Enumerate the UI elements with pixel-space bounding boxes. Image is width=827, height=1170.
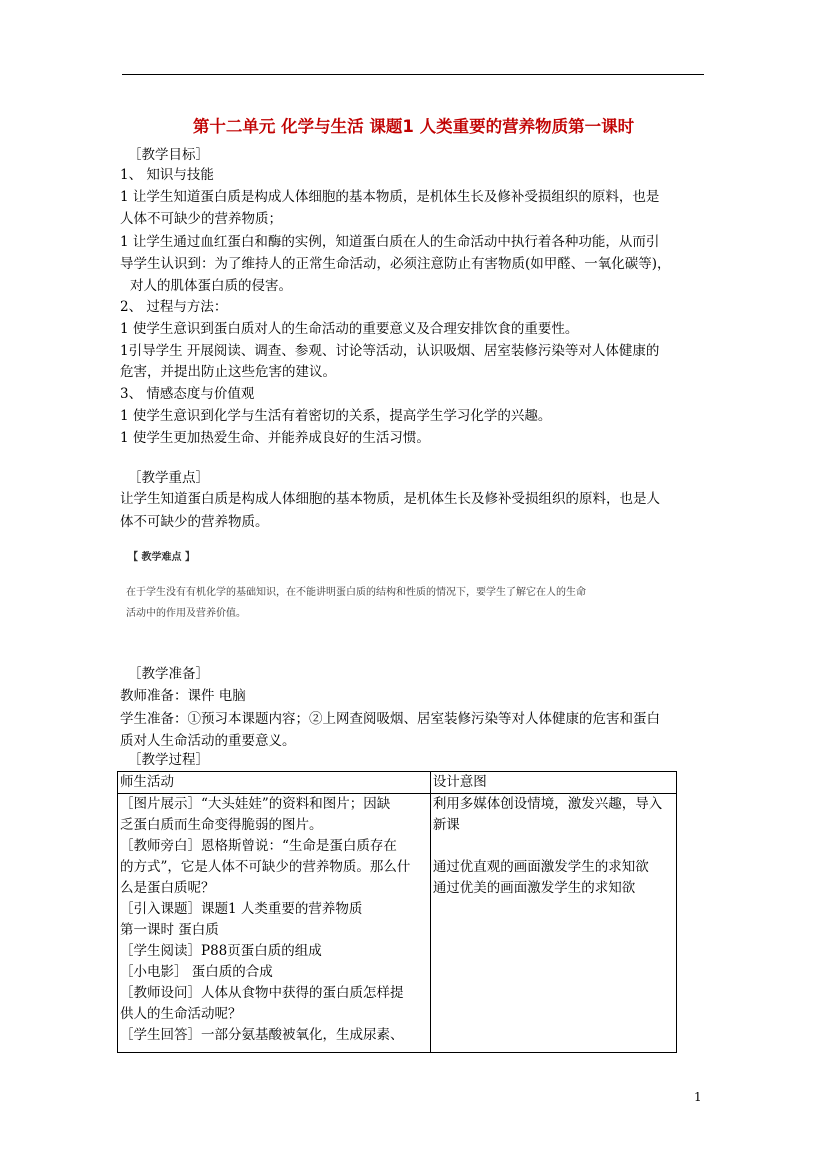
key-heading: ［教学重点］ [128,470,209,486]
difficulty-heading: 【 教学难点 】 [128,552,195,563]
section-3-heading: 3、 情感态度与价值观 [120,386,255,402]
prep-student-line-1: 学生准备：①预习本课题内容；②上网查阅吸烟、居室装修污染等对人体健康的危害和蛋白 [120,711,660,727]
col-header-design-intent: 设计意图 [430,772,676,794]
goal-1a-line-1: 1 让学生知道蛋白质是构成人体细胞的基本物质，是机体生长及修补受损组织的原料，也是 [120,189,660,205]
activity-line: 供人的生命活动呢？ [120,1006,242,1022]
activity-line: 乏蛋白质而生命变得脆弱的图片。 [120,817,323,833]
prep-heading: ［教学准备］ [128,666,209,682]
goal-1a-line-2: 人体不可缺少的营养物质； [120,211,282,227]
page-number: 1 [694,1090,702,1104]
difficulty-line-1: 在于学生没有有机化学的基础知识，在不能讲明蛋白质的结构和性质的情况下，要学生了解它在人的生命 [126,587,586,598]
design-intent-cell [430,794,676,1053]
col-header-activities: 师生活动 [118,772,431,794]
goal-3a: 1 使学生意识到化学与生活有着密切的关系，提高学生学习化学的兴趣。 [120,408,552,424]
activity-line: ［学生回答］一部分氨基酸被氧化，生成尿素、 [120,1027,404,1043]
activity-line: 么是蛋白质呢？ [120,880,215,896]
goal-1b-line-3: 对人的肌体蛋白质的侵害。 [130,278,292,294]
activity-line: 第一课时 蛋白质 [120,922,219,938]
key-line-1: 让学生知道蛋白质是构成人体细胞的基本物质，是机体生长及修补受损组织的原料，也是人 [120,491,660,507]
table-header-row [118,772,677,794]
prep-student-line-2: 质对人生命活动的重要意义。 [120,733,296,749]
process-heading: ［教学过程］ [128,752,209,768]
prep-teacher: 教师准备：课件 电脑 [120,688,246,704]
activity-line: ［教师设问］人体从食物中获得的蛋白质怎样提 [120,985,404,1001]
difficulty-line-2: 活动中的作用及营养价值。 [126,608,246,619]
activity-line: ［小电影］ 蛋白质的合成 [120,964,273,980]
goal-3b: 1 使学生更加热爱生命、并能养成良好的生活习惯。 [120,430,430,446]
intent-line: 通过优直观的画面激发学生的求知欲 [432,859,649,875]
activity-line: 的方式”，它是人体不可缺少的营养物质。那么什 [120,859,411,875]
section-2-heading: 2、 过程与方法： [120,299,228,315]
intent-line [433,836,676,857]
goal-2a: 1 使学生意识到蛋白质对人的生命活动的重要意义及合理安排饮食的重要性。 [120,321,579,337]
activity-line: ［学生阅读］P88页蛋白质的组成 [120,943,322,959]
intent-line: 新课 [432,817,460,833]
goals-heading: ［教学目标］ [128,147,209,163]
activity-line: ［引入课题］课题1 人类重要的营养物质 [120,901,363,917]
section-1-heading: 1、 知识与技能 [120,167,214,183]
activity-line: ［教师旁白］恩格斯曾说：“生命是蛋白质存在 [120,838,397,854]
goal-1b-line-2: 导学生认识到：为了维持人的正常生命活动，必须注意防止有害物质(如甲醛、一氧化碳等)， [120,256,671,272]
process-table [117,771,677,1053]
goal-2b-line-2: 危害，并提出防止这些危害的建议。 [120,364,336,380]
table-row [118,794,677,1053]
goal-2b-line-1: 1引导学生 开展阅读、调查、参观、讨论等活动，认识吸烟、居室装修污染等对人体健康的 [120,343,660,359]
activities-cell [118,794,431,1053]
key-line-2: 体不可缺少的营养物质。 [120,514,269,530]
intent-line: 利用多媒体创设情境，激发兴趣，导入 [432,796,663,812]
intent-line: 通过优美的画面激发学生的求知欲 [432,880,636,896]
header-rule [122,74,704,75]
difficulty-scanned-image [124,538,654,653]
page-title: 第十二单元 化学与生活 课题1 人类重要的营养物质第一课时 [192,117,635,136]
goal-1b-line-1: 1 让学生通过血红蛋白和酶的实例，知道蛋白质在人的生命活动中执行着各种功能，从而引 [120,234,660,250]
activity-line: ［图片展示］“大头娃娃”的资料和图片；因缺 [120,796,391,812]
